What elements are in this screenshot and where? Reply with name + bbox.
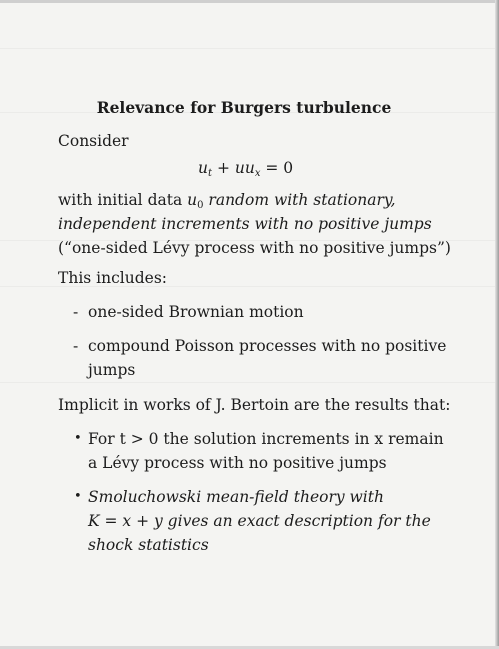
initial-data-line-2: independent increments with no positive jumps bbox=[58, 215, 432, 233]
bullet-text: K = x + y gives an exact description for the bbox=[88, 512, 431, 530]
dash-marker: - bbox=[73, 337, 79, 355]
eq-sub-x: x bbox=[254, 168, 261, 179]
initial-data-line-1 bbox=[58, 188, 396, 212]
bullet-marker: • bbox=[74, 489, 82, 504]
implicit-text: Implicit in works of J. Bertoin are the results that: bbox=[58, 396, 451, 414]
initial-data-u0: u bbox=[187, 191, 198, 209]
list-item-text: jumps bbox=[88, 361, 136, 379]
bleed-through-line bbox=[0, 48, 495, 49]
eq-sub-t: t bbox=[207, 168, 213, 179]
dash-marker: - bbox=[73, 303, 79, 321]
bullet-text: For t > 0 the solution increments in x remain bbox=[88, 430, 444, 448]
bullet-text: Smoluchowski mean-field theory with bbox=[88, 488, 384, 506]
bullet-text: shock statistics bbox=[88, 536, 209, 554]
initial-data-u0-sub: 0 bbox=[197, 200, 204, 211]
includes-text: This includes: bbox=[58, 269, 167, 287]
slide-title: Relevance for Burgers turbulence bbox=[96, 98, 392, 117]
eq-rhs: = 0 bbox=[260, 159, 294, 177]
initial-data-prefix: with initial data bbox=[58, 191, 188, 209]
burgers-equation bbox=[198, 156, 293, 180]
bullet-marker: • bbox=[74, 431, 82, 446]
bleed-through-line bbox=[0, 382, 495, 383]
initial-data-italic-1: random with stationary, bbox=[203, 191, 396, 209]
bullet-text: a Lévy process with no positive jumps bbox=[88, 454, 387, 472]
page-edge-right bbox=[495, 0, 499, 649]
list-item-text: compound Poisson processes with no positive bbox=[88, 337, 447, 355]
eq-plus: + bbox=[212, 159, 235, 177]
eq-u: u bbox=[198, 159, 208, 177]
eq-uu: uu bbox=[234, 159, 255, 177]
initial-data-line-3: (“one-sided Lévy process with no positive jumps”) bbox=[58, 239, 451, 257]
consider-text: Consider bbox=[58, 132, 129, 150]
list-item-text: one-sided Brownian motion bbox=[88, 303, 304, 321]
page-edge-top bbox=[0, 0, 499, 3]
